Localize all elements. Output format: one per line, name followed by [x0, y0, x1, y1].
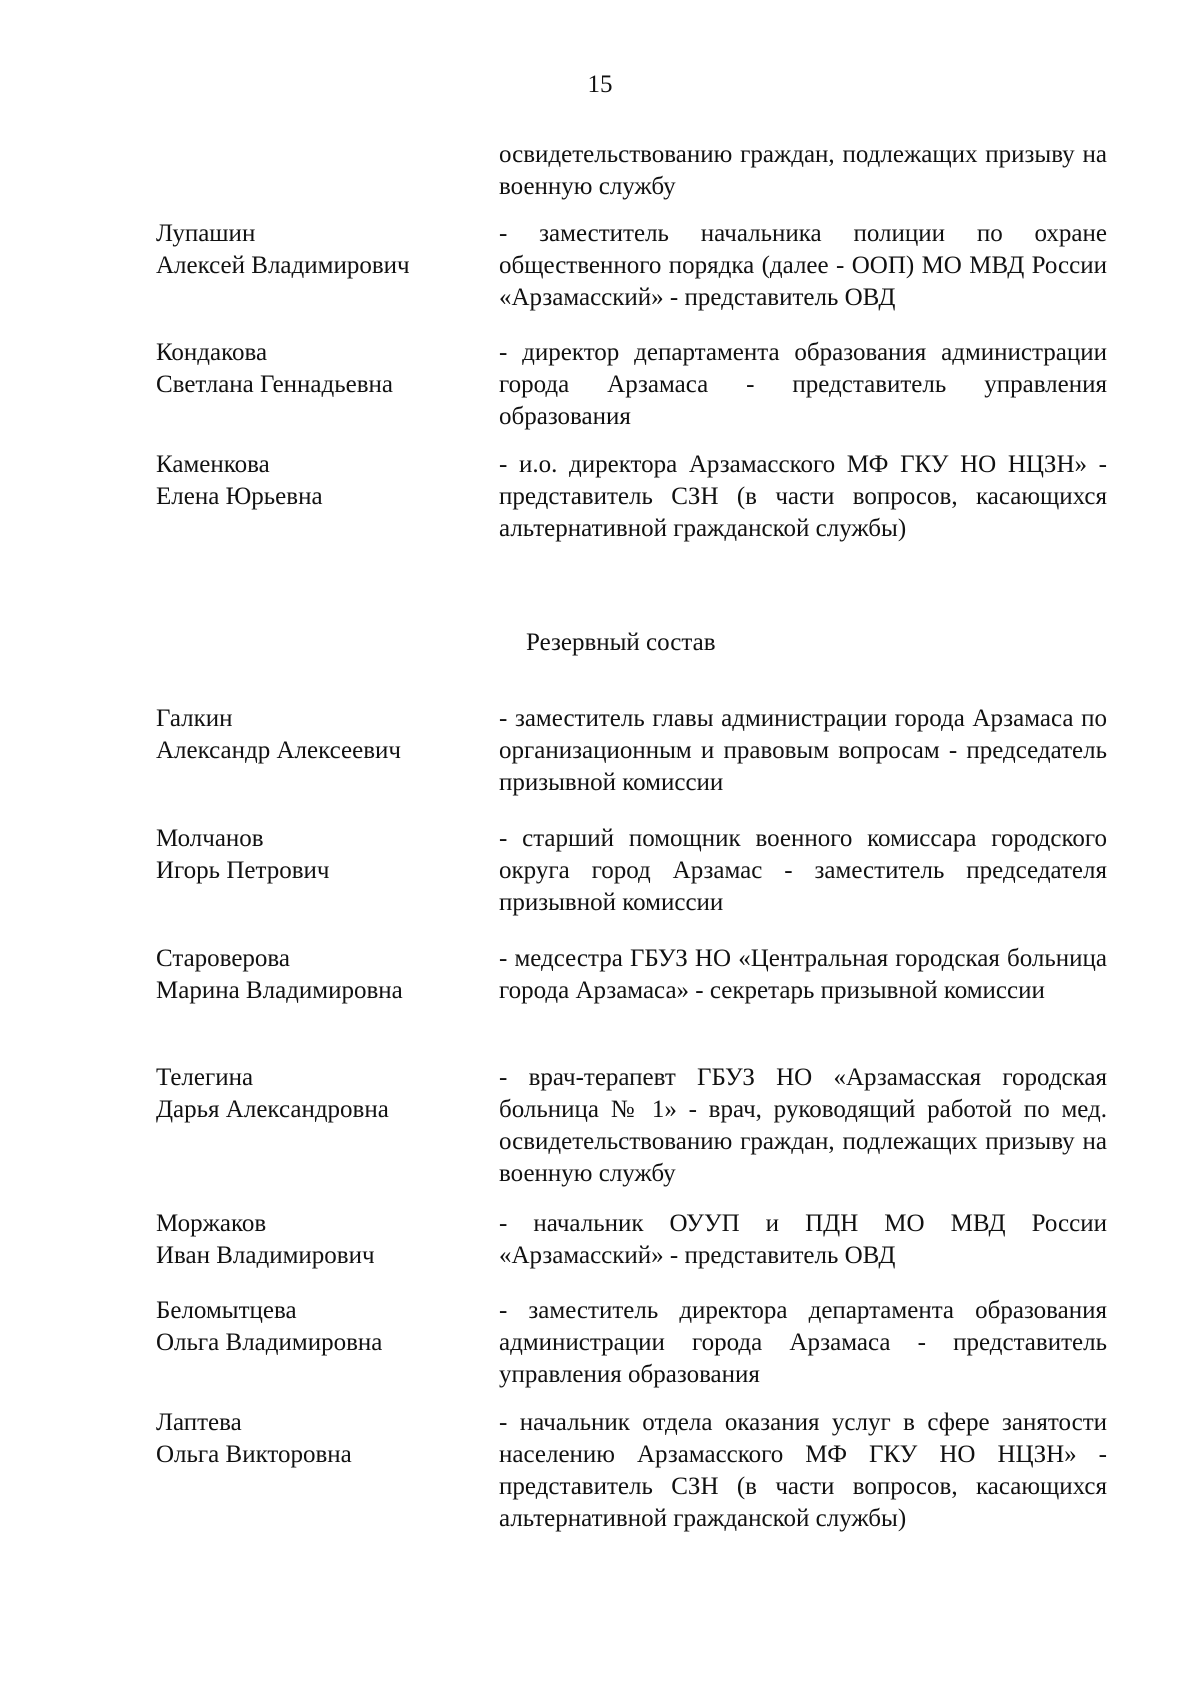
surname: Лаптева	[156, 1409, 242, 1436]
member-role: - заместитель директора департамента образования администрации города Арзамаса - представитель управления образования	[499, 1297, 1107, 1388]
member-name	[156, 1295, 476, 1359]
given-names: Иван Владимирович	[156, 1242, 375, 1269]
surname: Лупашин	[156, 220, 256, 247]
given-names: Александр Алексеевич	[156, 737, 401, 764]
surname: Староверова	[156, 945, 290, 972]
member-role: - заместитель начальника полиции по охране общественного порядка (далее - ООП) МО МВД России «Арзамасский» - представитель ОВД	[499, 220, 1107, 311]
continuation-text: освидетельствованию граждан, подлежащих призыву на военную службу	[499, 141, 1107, 200]
member-role: - старший помощник военного комиссара городского округа город Арзамас - заместитель председателя призывной комиссии	[499, 825, 1107, 916]
given-names: Елена Юрьевна	[156, 483, 323, 510]
surname: Галкин	[156, 705, 233, 732]
given-names: Алексей Владимирович	[156, 252, 410, 279]
member-role: - начальник ОУУП и ПДН МО МВД России «Арзамасский» - представитель ОВД	[499, 1210, 1107, 1269]
member-role: - директор департамента образования администрации города Арзамаса - представитель управления образования	[499, 339, 1107, 430]
member-name	[156, 823, 476, 887]
surname: Молчанов	[156, 825, 264, 852]
surname: Каменкова	[156, 451, 270, 478]
given-names: Ольга Владимировна	[156, 1329, 383, 1356]
surname: Моржаков	[156, 1210, 267, 1237]
member-name	[156, 703, 476, 767]
given-names: Ольга Викторовна	[156, 1441, 352, 1468]
member-role: - начальник отдела оказания услуг в сфере занятости населению Арзамасского МФ ГКУ НО НЦЗН» - представитель СЗН (в части вопросов, касающихся альтернативной гражданской службы)	[499, 1409, 1107, 1532]
given-names: Дарья Александровна	[156, 1096, 389, 1123]
member-name	[156, 449, 476, 513]
surname: Беломытцева	[156, 1297, 297, 1324]
member-name	[156, 337, 476, 401]
member-name	[156, 943, 476, 1007]
member-name	[156, 1407, 476, 1471]
surname: Кондакова	[156, 339, 268, 366]
member-role: - и.о. директора Арзамасского МФ ГКУ НО НЦЗН» - представитель СЗН (в части вопросов, касающихся альтернативной гражданской службы)	[499, 451, 1107, 542]
member-role: - медсестра ГБУЗ НО «Центральная городская больница города Арзамаса» - секретарь призывной комиссии	[499, 945, 1107, 1004]
reserve-heading: Резервный состав	[526, 629, 716, 656]
member-name	[156, 1062, 476, 1126]
member-name	[156, 218, 476, 282]
page-number: 15	[587, 71, 613, 98]
given-names: Марина Владимировна	[156, 977, 403, 1004]
surname: Телегина	[156, 1064, 254, 1091]
given-names: Игорь Петрович	[156, 857, 330, 884]
member-name	[156, 1208, 476, 1272]
member-role: - заместитель главы администрации города Арзамаса по организационным и правовым вопросам - председатель призывной комиссии	[499, 705, 1107, 796]
given-names: Светлана Геннадьевна	[156, 371, 394, 398]
member-role: - врач-терапевт ГБУЗ НО «Арзамасская городская больница № 1» - врач, руководящий работой по мед. освидетельствованию граждан, подлежащих призыву на военную службу	[499, 1064, 1107, 1187]
